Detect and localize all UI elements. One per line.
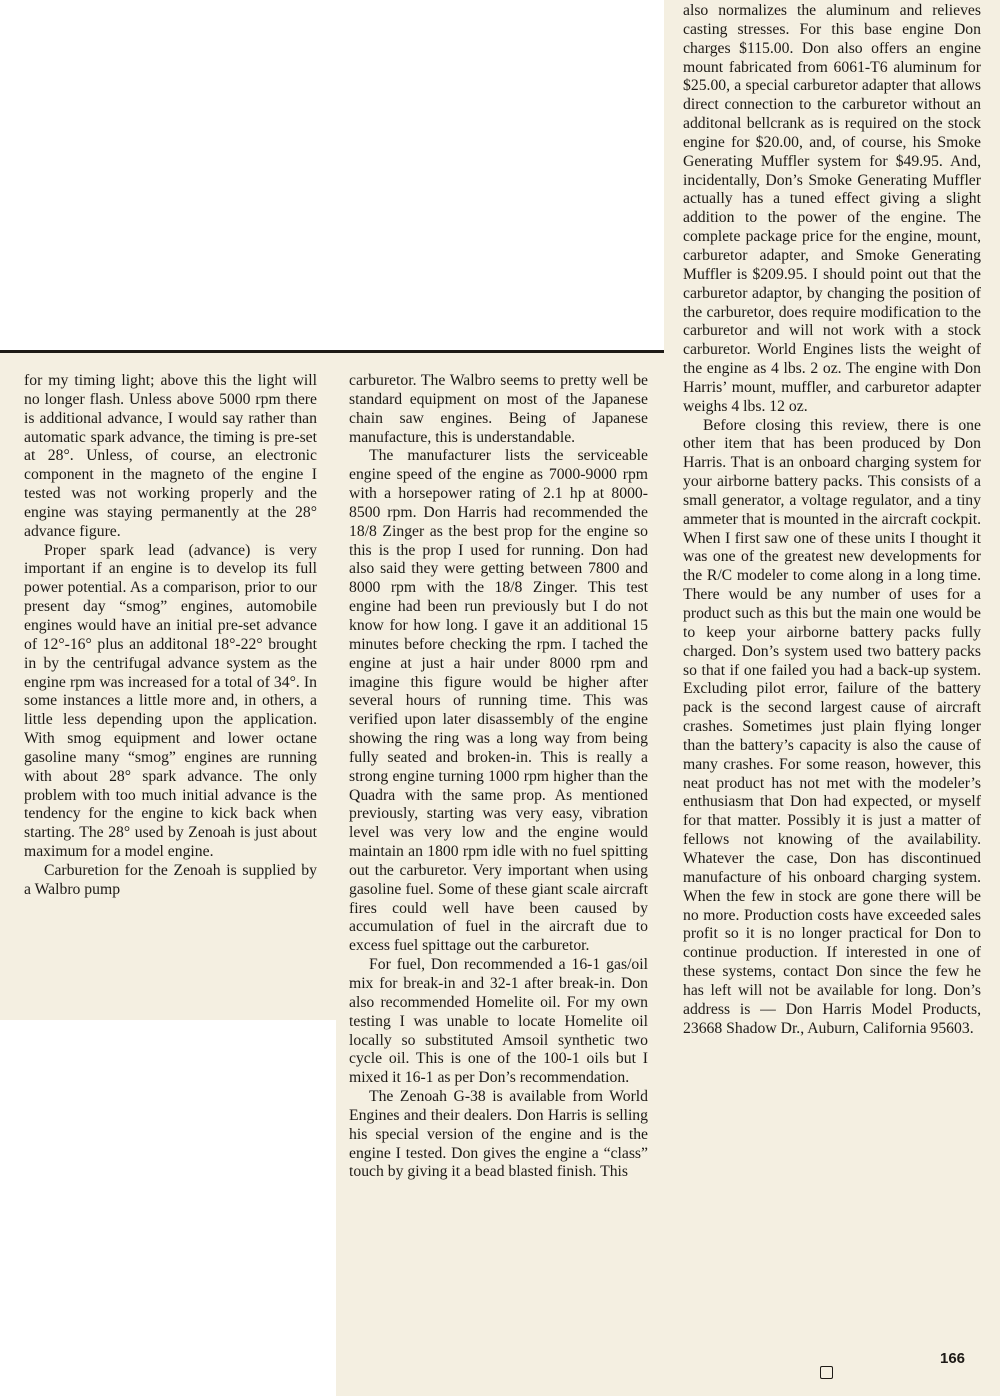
paragraph: also normalizes the aluminum and relieves casting stresses. For this base engine Don charges $115.00. Don also offers an engine mount fabricated from 6061-T6 aluminum for $25.00, a special carburetor adapter that allows direct connection to the carburetor without an additonal bellcrank as is required on the stock engine for $20.00, and, of course, his Smoke Generating Muffler system for $49.95. And, incidentally, Don’s Smoke Generating Muffler actually has a tuned effect giving a slight addition to the power of the engine. The complete package price for the engine, mount, carburetor adapter, and Smoke Generating Muffler is $209.95. I should point out that the carburetor adaptor, by changing the position of the carburetor, does require modification to the carburetor and will not work with a stock carburetor. World Engines lists the weight of the engine as 4 lbs. 2 oz. The engine with Don Harris’ mount, muffler, and carburetor adapter weighs 4 lbs. 12 oz. xyxy=(683,2,981,415)
paragraph: carburetor. The Walbro seems to pretty well be standard equipment on most of the Japanese chain saw engines. Being of Japanese manufacture, this is understandable. xyxy=(349,372,648,446)
page-number: 166 xyxy=(940,1350,966,1367)
paragraph: for my timing light; above this the light will no longer flash. Unless above 5000 rpm there is additional advance, I would say rather than automatic spark advance, the timing is pre-set at 28°. Unless, of course, an electronic component in the magneto of the engine I tested was not working properly and the engine was staying permanently at the 28° advance figure. xyxy=(24,372,317,540)
column-divider-rule xyxy=(0,350,664,353)
article-column-3 xyxy=(683,2,981,1038)
article-column-2 xyxy=(349,372,648,1182)
paragraph: The Zenoah G-38 is available from World Engines and their dealers. Don Harris is selling his special version of the engine and is the engine I tested. Don gives the engine a “class” touch by giving it a bead blasted finish. This xyxy=(349,1088,648,1181)
paragraph: Before closing this review, there is one other item that has been produced by Don Harris. That is an onboard charging system for your airborne battery packs. This consists of a small generator, a voltage regulator, and a tiny ammeter that is mounted in the aircraft cockpit. When I first saw one of these units I thought it was one of the greatest new developments for the R/C modeler to come along in a long time. There would be any number of uses for a product such as this but the main one would be to keep your airborne battery packs fully charged. Don’s system used two battery packs so that if one failed you had a back-up system. Excluding pilot error, failure of the battery pack is the second largest cause of aircraft crashes. Sometimes just plain flying longer than the battery’s capacity is also the cause of many crashes. For some reason, however, this neat product has not met with the modeler’s enthusiasm that Don had expected, or myself for that matter. Possibly it is just a matter of fellows not knowing of the availability. Whatever the case, Don has discontinued manufacture of his onboard charging system. When the few in stock are gone there will be no more. Production costs have exceeded sales profit so it is no longer practical for Don to continue production. If interested in one of these systems, contact Don since the few he has left will not be available for long. Don’s address is — Don Harris Model Products, 23668 Shadow Dr., Auburn, California 95603. xyxy=(683,416,981,1037)
paragraph: For fuel, Don recommended a 16-1 gas/oil mix for break-in and 32-1 after break-in. Don also recommended Homelite oil. For my own testing I was unable to locate Homelite oil locally so substituted Amsoil synthetic two cycle oil. This is one of the 100-1 oils but I mixed it 16-1 as per Don’s recommendation. xyxy=(349,956,648,1087)
article-column-1 xyxy=(24,372,317,900)
paragraph: The manufacturer lists the serviceable engine speed of the engine as 7000-9000 rpm with a horsepower rating of 2.1 hp at 8000-8500 rpm. Don Harris had recommended the 18/8 Zinger as the best prop for the engine so this is the prop I used for running. Don had also said they were getting between 7800 and 8000 rpm with the 18/8 Zinger. This test engine had been run previously but I do not know for how long. I gave it an additional 15 minutes before checking the rpm. I tached the engine at just a hair under 8000 rpm and imagine this figure would be higher after several hours of running time. This was verified upon later disassembly of the engine showing the ring was a long way from being fully seated and broken-in. This is really a strong engine turning 1000 rpm higher than the Quadra with the same prop. As mentioned previously, starting was very easy, vibration level was very low and the engine would maintain an 1800 rpm idle with no fuel spitting out the carburetor. Very important when using gasoline fuel. Some of these giant scale aircraft fires could well have been caused by accumulation of fuel in the aircraft due to excess fuel spittage out the carburetor. xyxy=(349,447,648,955)
end-of-article-mark xyxy=(820,1366,833,1379)
paragraph: Carburetion for the Zenoah is supplied by a Walbro pump xyxy=(24,861,317,898)
paragraph: Proper spark lead (advance) is very important if an engine is to develop its full power potential. As a comparison, prior to our present day “smog” engines, automobile engines would have an initial pre-set advance of 12°-16° plus an additonal 18°-22° brought in by the centrifugal advance system as the engine rpm was increased for a total of 34°. In some instances a little more and, in others, a little less depending upon the application. With smog equipment and lower octane gasoline many “smog” engines are running with about 28° spark advance. The only problem with too much initial advance is the tendency for the engine to kick back when starting. The 28° used by Zenoah is just about maximum for a model engine. xyxy=(24,541,317,861)
